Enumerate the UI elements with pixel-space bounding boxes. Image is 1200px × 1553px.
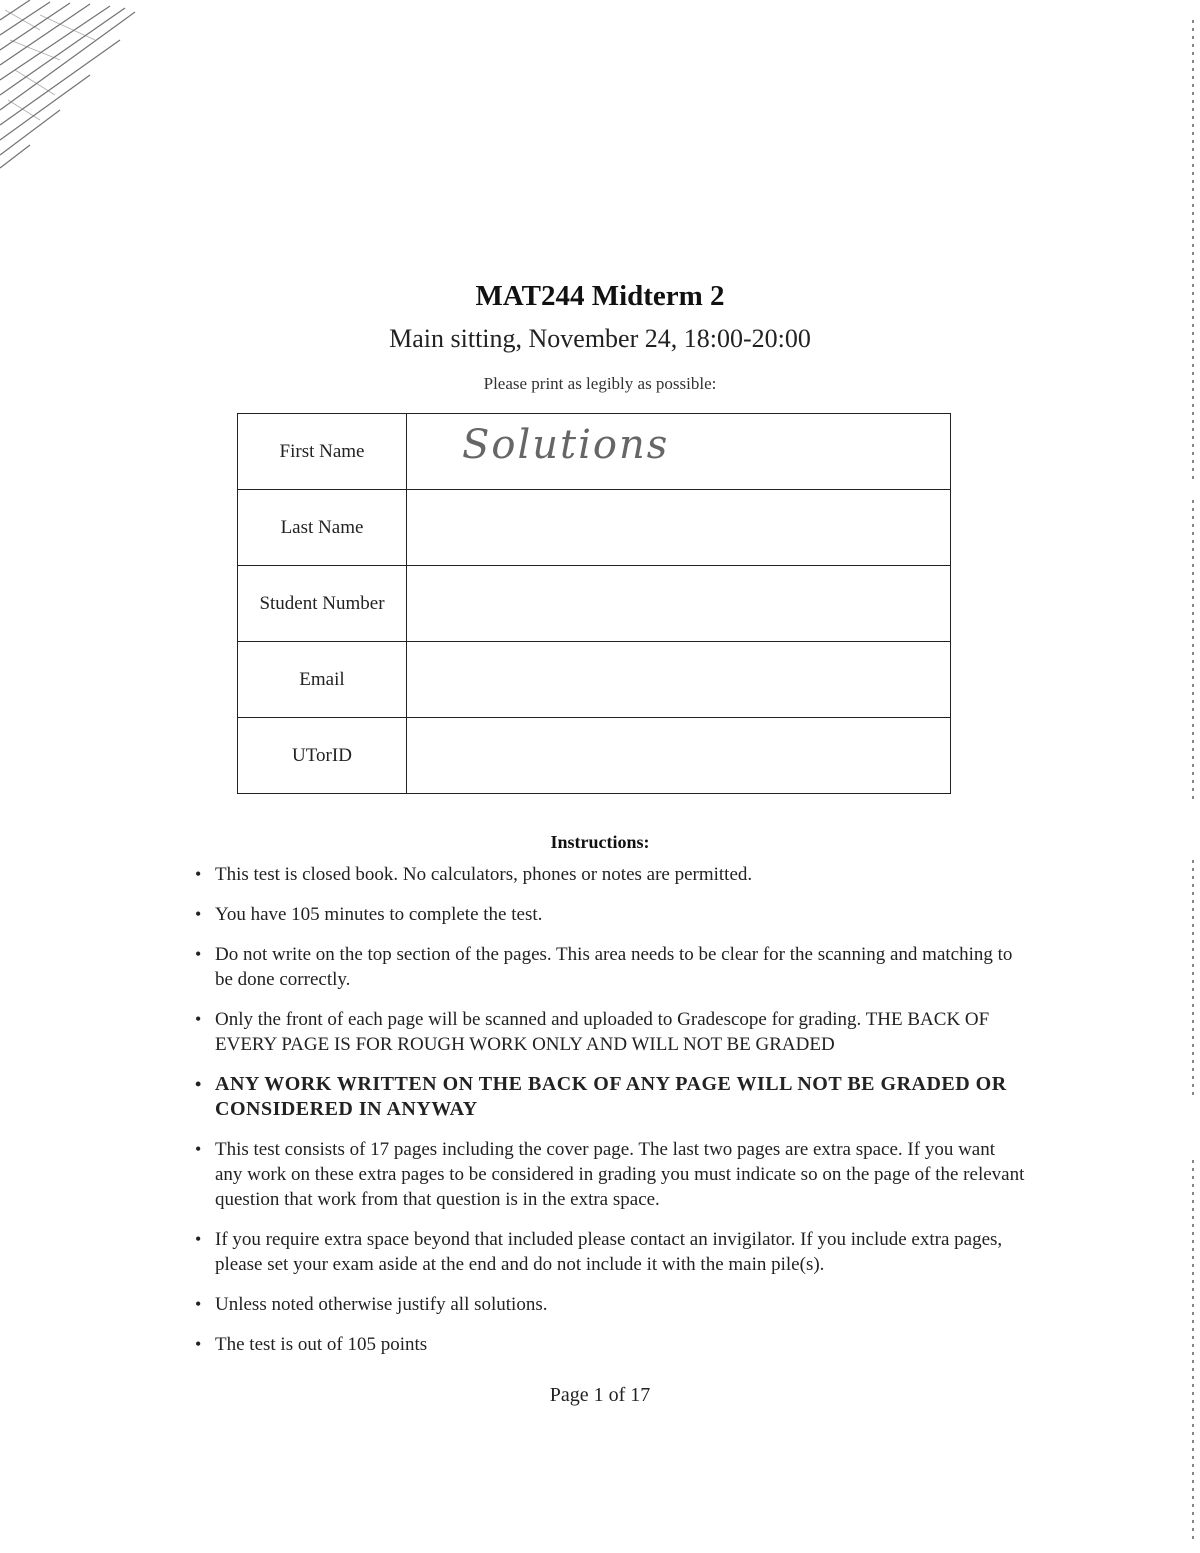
- instruction-item: • This test is closed book. No calculators, phones or notes are permitted.: [193, 862, 1025, 887]
- utorid-row: [238, 718, 951, 794]
- last-name-field[interactable]: [407, 490, 951, 566]
- first-name-handwriting: Solutions: [462, 422, 670, 468]
- instruction-item: • The test is out of 105 points: [193, 1332, 1025, 1357]
- student-number-label: Student Number: [238, 566, 407, 642]
- instruction-item: • Do not write on the top section of the pages. This area needs to be clear for the scanning and matching to be done correctly.: [193, 942, 1025, 992]
- student-info-table: [237, 413, 951, 794]
- instruction-item: • Only the front of each page will be scanned and uploaded to Gradescope for grading. THE BACK OF EVERY PAGE IS FOR ROUGH WORK ONLY AND WILL NOT BE GRADED: [193, 1007, 1025, 1057]
- last-name-label: Last Name: [238, 490, 407, 566]
- exam-title: MAT244 Midterm 2: [475, 280, 725, 312]
- utorid-label: UTorID: [238, 718, 407, 794]
- exam-subtitle: Main sitting, November 24, 18:00-20:00: [389, 324, 811, 353]
- first-name-row: [238, 414, 951, 490]
- last-name-row: [238, 490, 951, 566]
- first-name-field[interactable]: [407, 414, 951, 490]
- instruction-item: • Unless noted otherwise justify all solutions.: [193, 1292, 1025, 1317]
- scan-artifact-corner: [0, 0, 160, 180]
- instructions-list: [193, 862, 1025, 1372]
- instruction-item: • If you require extra space beyond that included please contact an invigilator. If you include extra pages, please set your exam aside at the end and do not include it with the main pile(s).: [193, 1227, 1025, 1277]
- instruction-item: • You have 105 minutes to complete the test.: [193, 902, 1025, 927]
- email-label: Email: [238, 642, 407, 718]
- page-number: Page 1 of 17: [549, 1384, 651, 1406]
- email-row: [238, 642, 951, 718]
- scan-artifact-edge: [1190, 0, 1196, 1553]
- student-number-row: [238, 566, 951, 642]
- instruction-item-emphasis: • ANY WORK WRITTEN ON THE BACK OF ANY PAGE WILL NOT BE GRADED OR CONSIDERED IN ANYWAY: [193, 1072, 1025, 1122]
- student-number-field[interactable]: [407, 566, 951, 642]
- print-note: Please print as legibly as possible:: [483, 374, 717, 393]
- instruction-item: • This test consists of 17 pages including the cover page. The last two pages are extra space. If you want any work on these extra pages to be considered in grading you must indicate so on the page of the relevant question that work from that question is in the extra space.: [193, 1137, 1025, 1212]
- utorid-field[interactable]: [407, 718, 951, 794]
- first-name-label: First Name: [238, 414, 407, 490]
- instructions-heading: Instructions:: [550, 832, 650, 852]
- email-field[interactable]: [407, 642, 951, 718]
